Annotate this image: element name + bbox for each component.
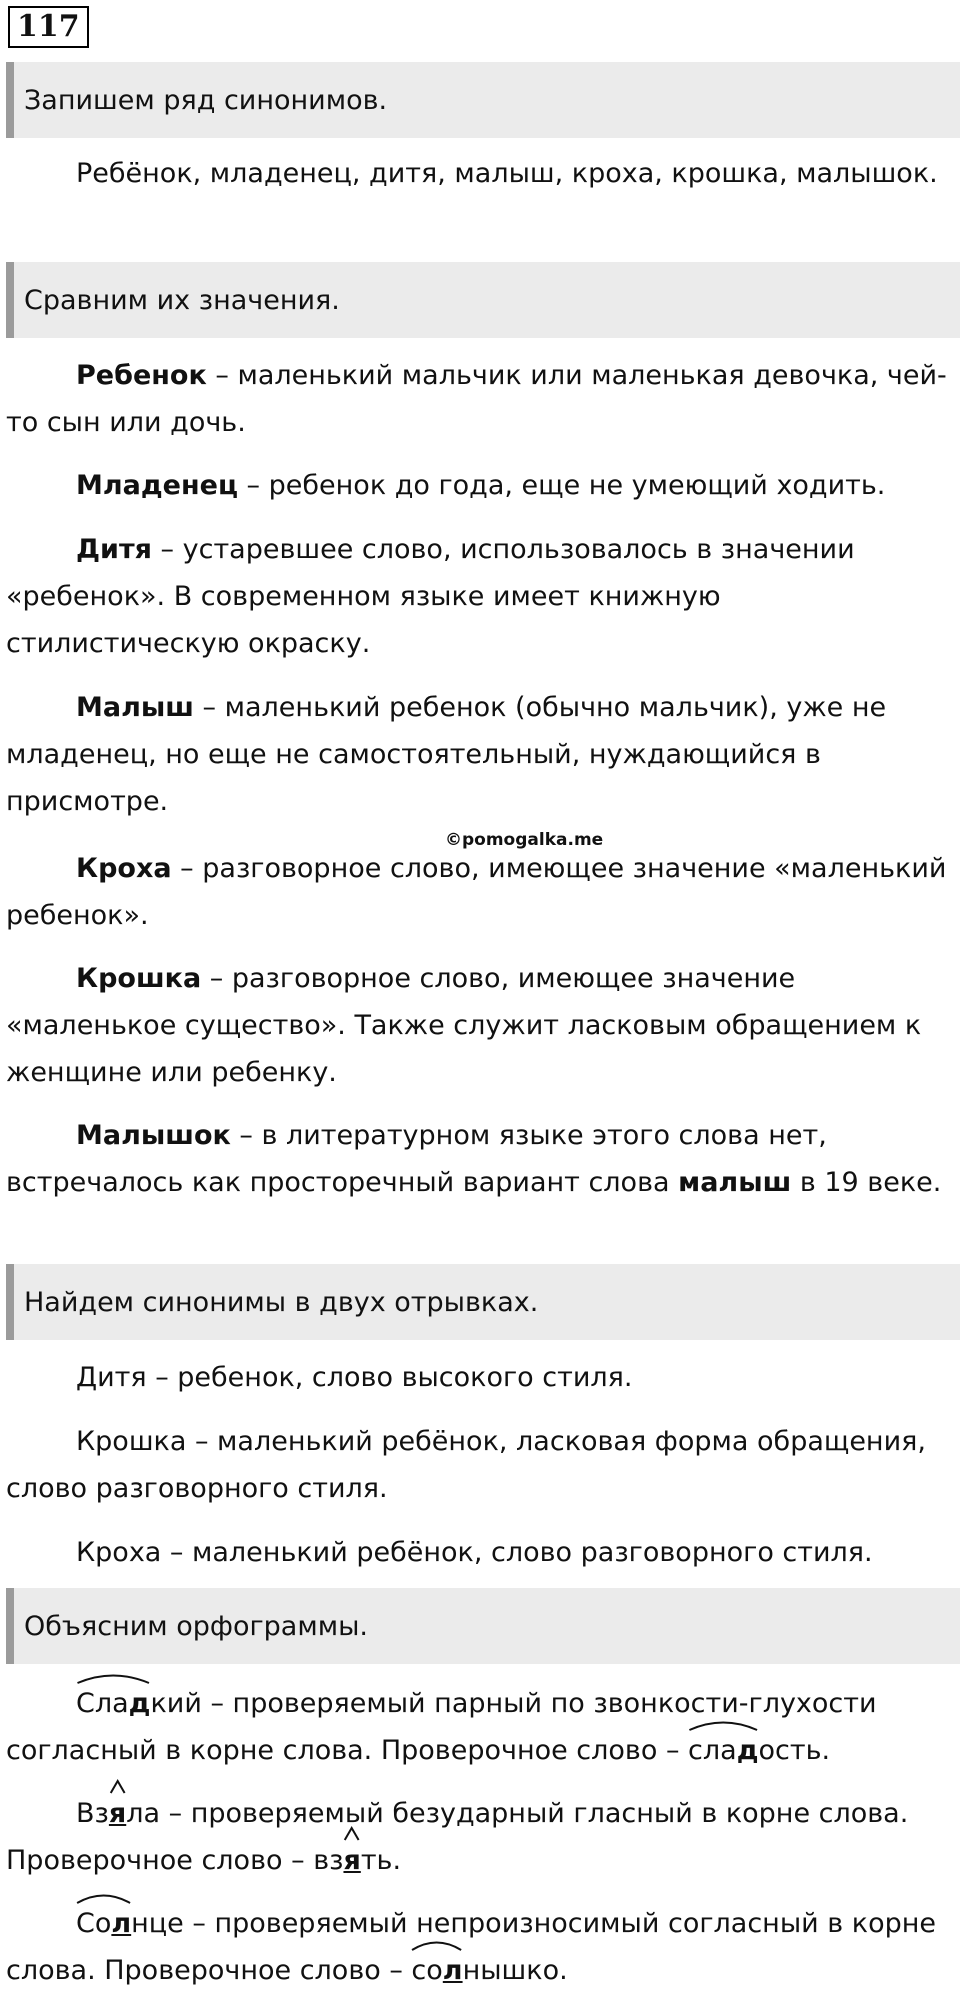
definition-text: – устаревшее слово, использовалось в значении «ребенок». В современном языке имеет книжную стилистическую окраску. (6, 534, 855, 659)
found-text: Дитя – ребенок, слово высокого стиля. (76, 1362, 633, 1393)
stress-letter (109, 1790, 126, 1837)
found-text: Крошка – маленький ребёнок, ласковая форма обращения, слово разговорного стиля. (6, 1426, 926, 1504)
root-arc-icon (76, 1890, 131, 1904)
definition-term: Дитя (76, 534, 152, 565)
orthogram-letter: л (442, 1955, 463, 1986)
definition-term: Малышок (76, 1120, 231, 1151)
word-part: вз (313, 1845, 344, 1876)
definition-7 (6, 1112, 956, 1206)
root-arc-icon (688, 1717, 758, 1731)
section-header-2: Сравним их значения. (6, 262, 960, 338)
orthogram-letter: я (108, 1798, 127, 1829)
found-1 (6, 1354, 956, 1401)
definition-term: Крошка (76, 963, 202, 994)
definition-term-inline: малыш (678, 1167, 792, 1198)
found-2 (6, 1418, 956, 1512)
definition-5 (6, 845, 956, 939)
root-arc-icon (411, 1937, 462, 1951)
word-part: со (411, 1955, 443, 1986)
check-root (411, 1947, 462, 1994)
stress-mark-icon (343, 1827, 360, 1841)
word-part: ла (126, 1798, 161, 1829)
synonyms-text: Ребёнок, младенец, дитя, малыш, кроха, крошка, малышок. (76, 158, 938, 189)
word-part: Сла (76, 1688, 129, 1719)
word-part: Со (76, 1908, 112, 1939)
definition-3 (6, 526, 956, 667)
definition-text: – маленький мальчик или маленькая девочка, чей-то сын или дочь. (6, 360, 947, 438)
orthogram-letter: д (736, 1735, 759, 1766)
orthogram-text: – проверяемый непроизносимый согласный в корне слова. Проверочное слово – (6, 1908, 937, 1986)
synonyms-line (6, 150, 956, 197)
definition-6 (6, 955, 956, 1096)
definition-text: – маленький ребенок (обычно мальчик), уже не младенец, но еще не самостоятельный, нуждающийся в присмотре. (6, 692, 887, 817)
definition-term: Ребенок (76, 360, 207, 391)
section-header-3: Найдем синонимы в двух отрывках. (6, 1264, 960, 1340)
orthogram-3 (6, 1900, 956, 1994)
definition-1 (6, 352, 956, 446)
word-part: ть (360, 1845, 393, 1876)
root-word (76, 1900, 131, 1947)
word-part: Вз (76, 1798, 109, 1829)
definition-text: в 19 веке. (791, 1167, 942, 1198)
word-part: нышко (462, 1955, 560, 1986)
stress-mark-icon (109, 1780, 126, 1794)
word-part: нце (131, 1908, 184, 1939)
definition-term: Кроха (76, 853, 172, 884)
word-part: . (821, 1735, 831, 1766)
orthogram-2 (6, 1790, 956, 1884)
orthogram-text: – проверяемый парный по звонкости-глухости согласный в корне слова. Проверочное слово – (6, 1688, 877, 1766)
orthogram-letter: я (343, 1845, 361, 1876)
task-number: 117 (8, 6, 89, 48)
definition-term: Малыш (76, 692, 194, 723)
found-3 (6, 1529, 956, 1576)
definition-text: – разговорное слово, имеющее значение «маленький ребенок». (6, 853, 947, 931)
word-part: сла (688, 1735, 737, 1766)
section-header-4: Объясним орфограммы. (6, 1588, 960, 1664)
orthogram-letter: л (111, 1908, 132, 1939)
definition-2 (6, 462, 956, 509)
orthogram-text: – проверяемый безударный гласный в корне слова. Проверочное слово – (6, 1798, 909, 1876)
check-root (688, 1727, 758, 1774)
definition-term: Младенец (76, 470, 238, 501)
definition-text: – в литературном языке этого слова нет, встречалось как просторечный вариант слова (6, 1120, 827, 1198)
word-part: кий (150, 1688, 202, 1719)
definition-4 (6, 684, 956, 825)
word-part: . (559, 1955, 568, 1986)
word-part: . (392, 1845, 402, 1876)
stress-letter (343, 1837, 360, 1884)
watermark: ©pomogalka.me (445, 830, 604, 850)
section-header-1: Запишем ряд синонимов. (6, 62, 960, 138)
root-word (76, 1790, 126, 1837)
orthogram-1 (6, 1680, 956, 1774)
found-text: Кроха – маленький ребёнок, слово разговорного стиля. (76, 1537, 873, 1568)
orthogram-letter: д (128, 1688, 151, 1719)
definition-text: – ребенок до года, еще не умеющий ходить. (237, 470, 886, 501)
word-part: ость (758, 1735, 822, 1766)
root-arc-icon (76, 1670, 150, 1684)
definition-text: – разговорное слово, имеющее значение «маленькое существо». Также служит ласковым обращением к женщине или ребенку. (6, 963, 922, 1088)
root-word (76, 1680, 150, 1727)
